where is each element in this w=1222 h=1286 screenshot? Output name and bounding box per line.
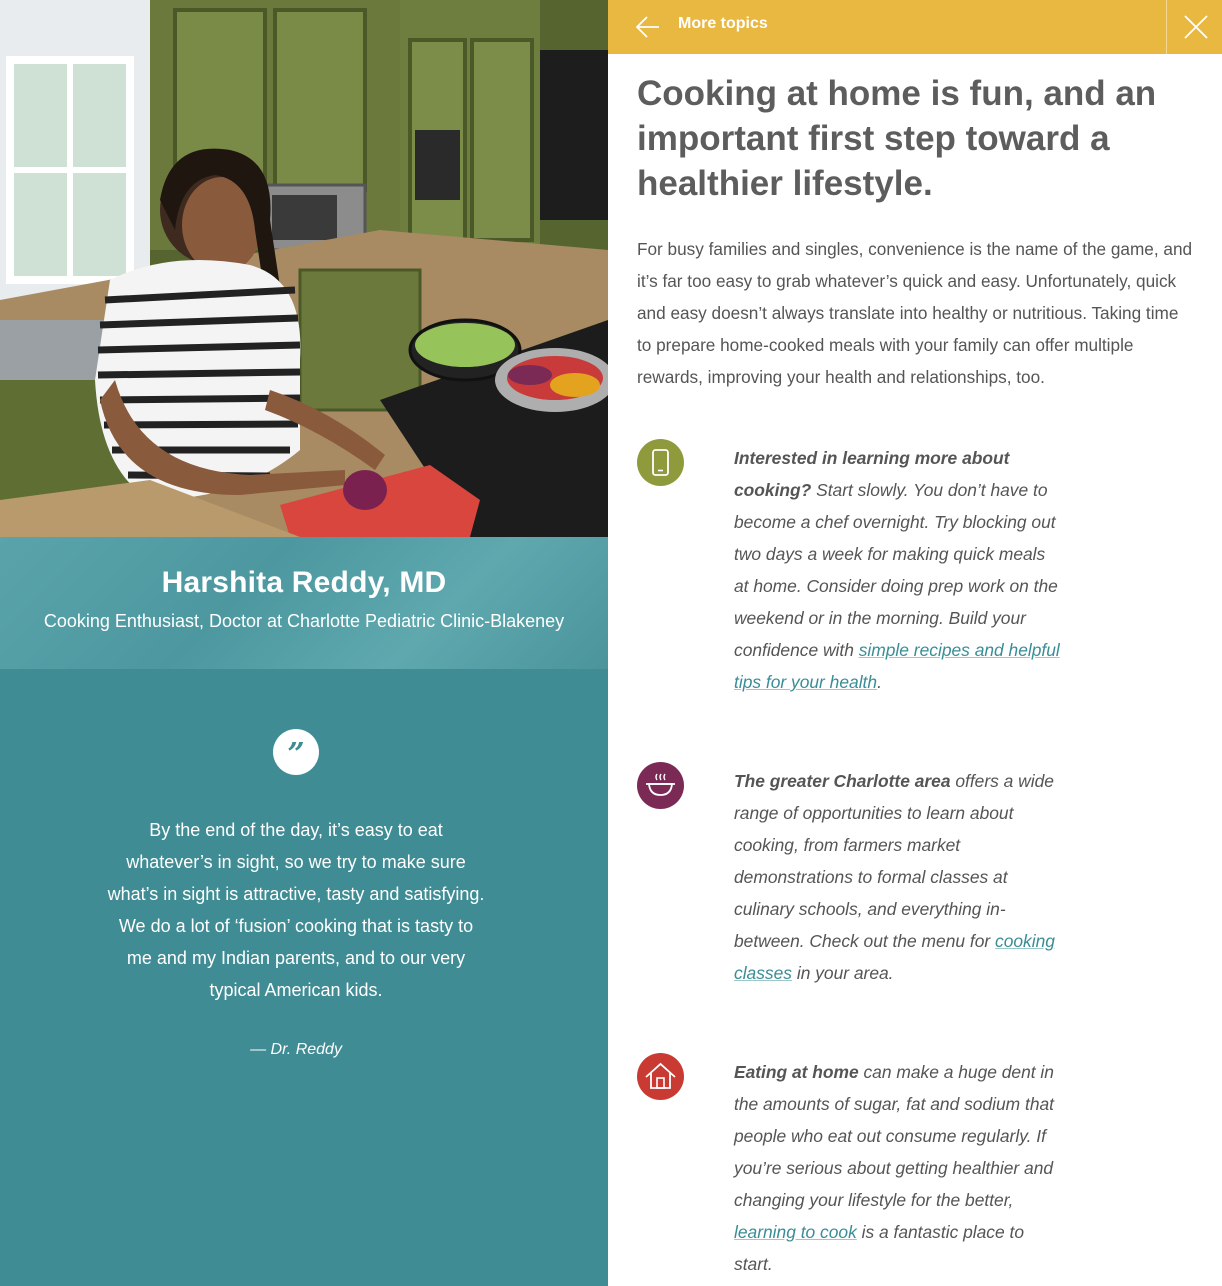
tip-tail: is a fantastic place to start. xyxy=(734,1222,1025,1274)
top-bar xyxy=(608,0,1222,54)
close-icon xyxy=(1184,15,1208,39)
tip-tail: . xyxy=(877,672,882,692)
profile-panel xyxy=(0,0,608,1286)
cooking-classes-link[interactable]: cooking classes xyxy=(734,931,1055,983)
tip-body: can make a huge dent in the amounts of sugar, fat and sodium that people who eat out consume regularly. If you’re serious about getting healthier and changing your lifestyle for the better, xyxy=(734,1062,1054,1210)
tip-lead: Interested in learning more about cooking? xyxy=(734,448,1010,500)
close-button[interactable] xyxy=(1166,0,1222,54)
profile-photo xyxy=(0,0,608,537)
tip-lead: The greater Charlotte area xyxy=(734,771,951,791)
learning-to-cook-link[interactable]: learning to cook xyxy=(734,1222,857,1242)
quote-author: — Dr. Reddy xyxy=(250,1041,342,1058)
tip-text xyxy=(734,765,1064,989)
simple-recipes-link[interactable]: simple recipes and helpful tips for your health xyxy=(734,640,1060,692)
more-topics-link[interactable]: More topics xyxy=(678,15,768,32)
tip-text xyxy=(734,442,1064,698)
kitchen-photo-illustration xyxy=(0,0,608,537)
quote-text: By the end of the day, it’s easy to eat whatever’s in sight, so we try to make sure what’s in sight is attractive, tasty and satisfying. We do a lot of ‘fusion’ cooking that is tasty to me and my Indian parents, and to our very typical American kids. xyxy=(107,820,485,1000)
quote-icon: ” xyxy=(273,729,319,775)
tip-body: Start slowly. You don’t have to become a chef overnight. Try blocking out two days a week for making quick meals at home. Consider doing prep work on the weekend or in the morning. Build your confidence with xyxy=(734,480,1058,660)
cooking-pot-icon xyxy=(637,762,684,809)
tip-tail: in your area. xyxy=(792,963,894,983)
article-headline: Cooking at home is fun, and an important first step toward a healthier lifestyle. xyxy=(637,74,1157,203)
tip-text xyxy=(734,1056,1064,1280)
profile-caption xyxy=(0,537,608,669)
home-icon xyxy=(637,1053,684,1100)
tip-body: offers a wide range of opportunities to learn about cooking, from farmers market demonstrations to formal classes at culinary schools, and everything in-between. Check out the menu for xyxy=(734,771,1054,951)
tip-lead: Eating at home xyxy=(734,1062,859,1082)
article-intro: For busy families and singles, convenience is the name of the game, and it’s far too easy to grab whatever’s quick and easy. Unfortunately, quick and easy doesn’t always translate into healthy or nutritious. Taking time to prepare home-cooked meals with your family can offer multiple rewards, improving your health and relationships, too. xyxy=(637,239,1193,387)
profile-name: Harshita Reddy, MD xyxy=(161,566,447,599)
profile-role: Cooking Enthusiast, Doctor at Charlotte Pediatric Clinic-Blakeney xyxy=(43,611,565,631)
back-arrow-icon[interactable] xyxy=(634,13,662,41)
phone-icon xyxy=(637,439,684,486)
